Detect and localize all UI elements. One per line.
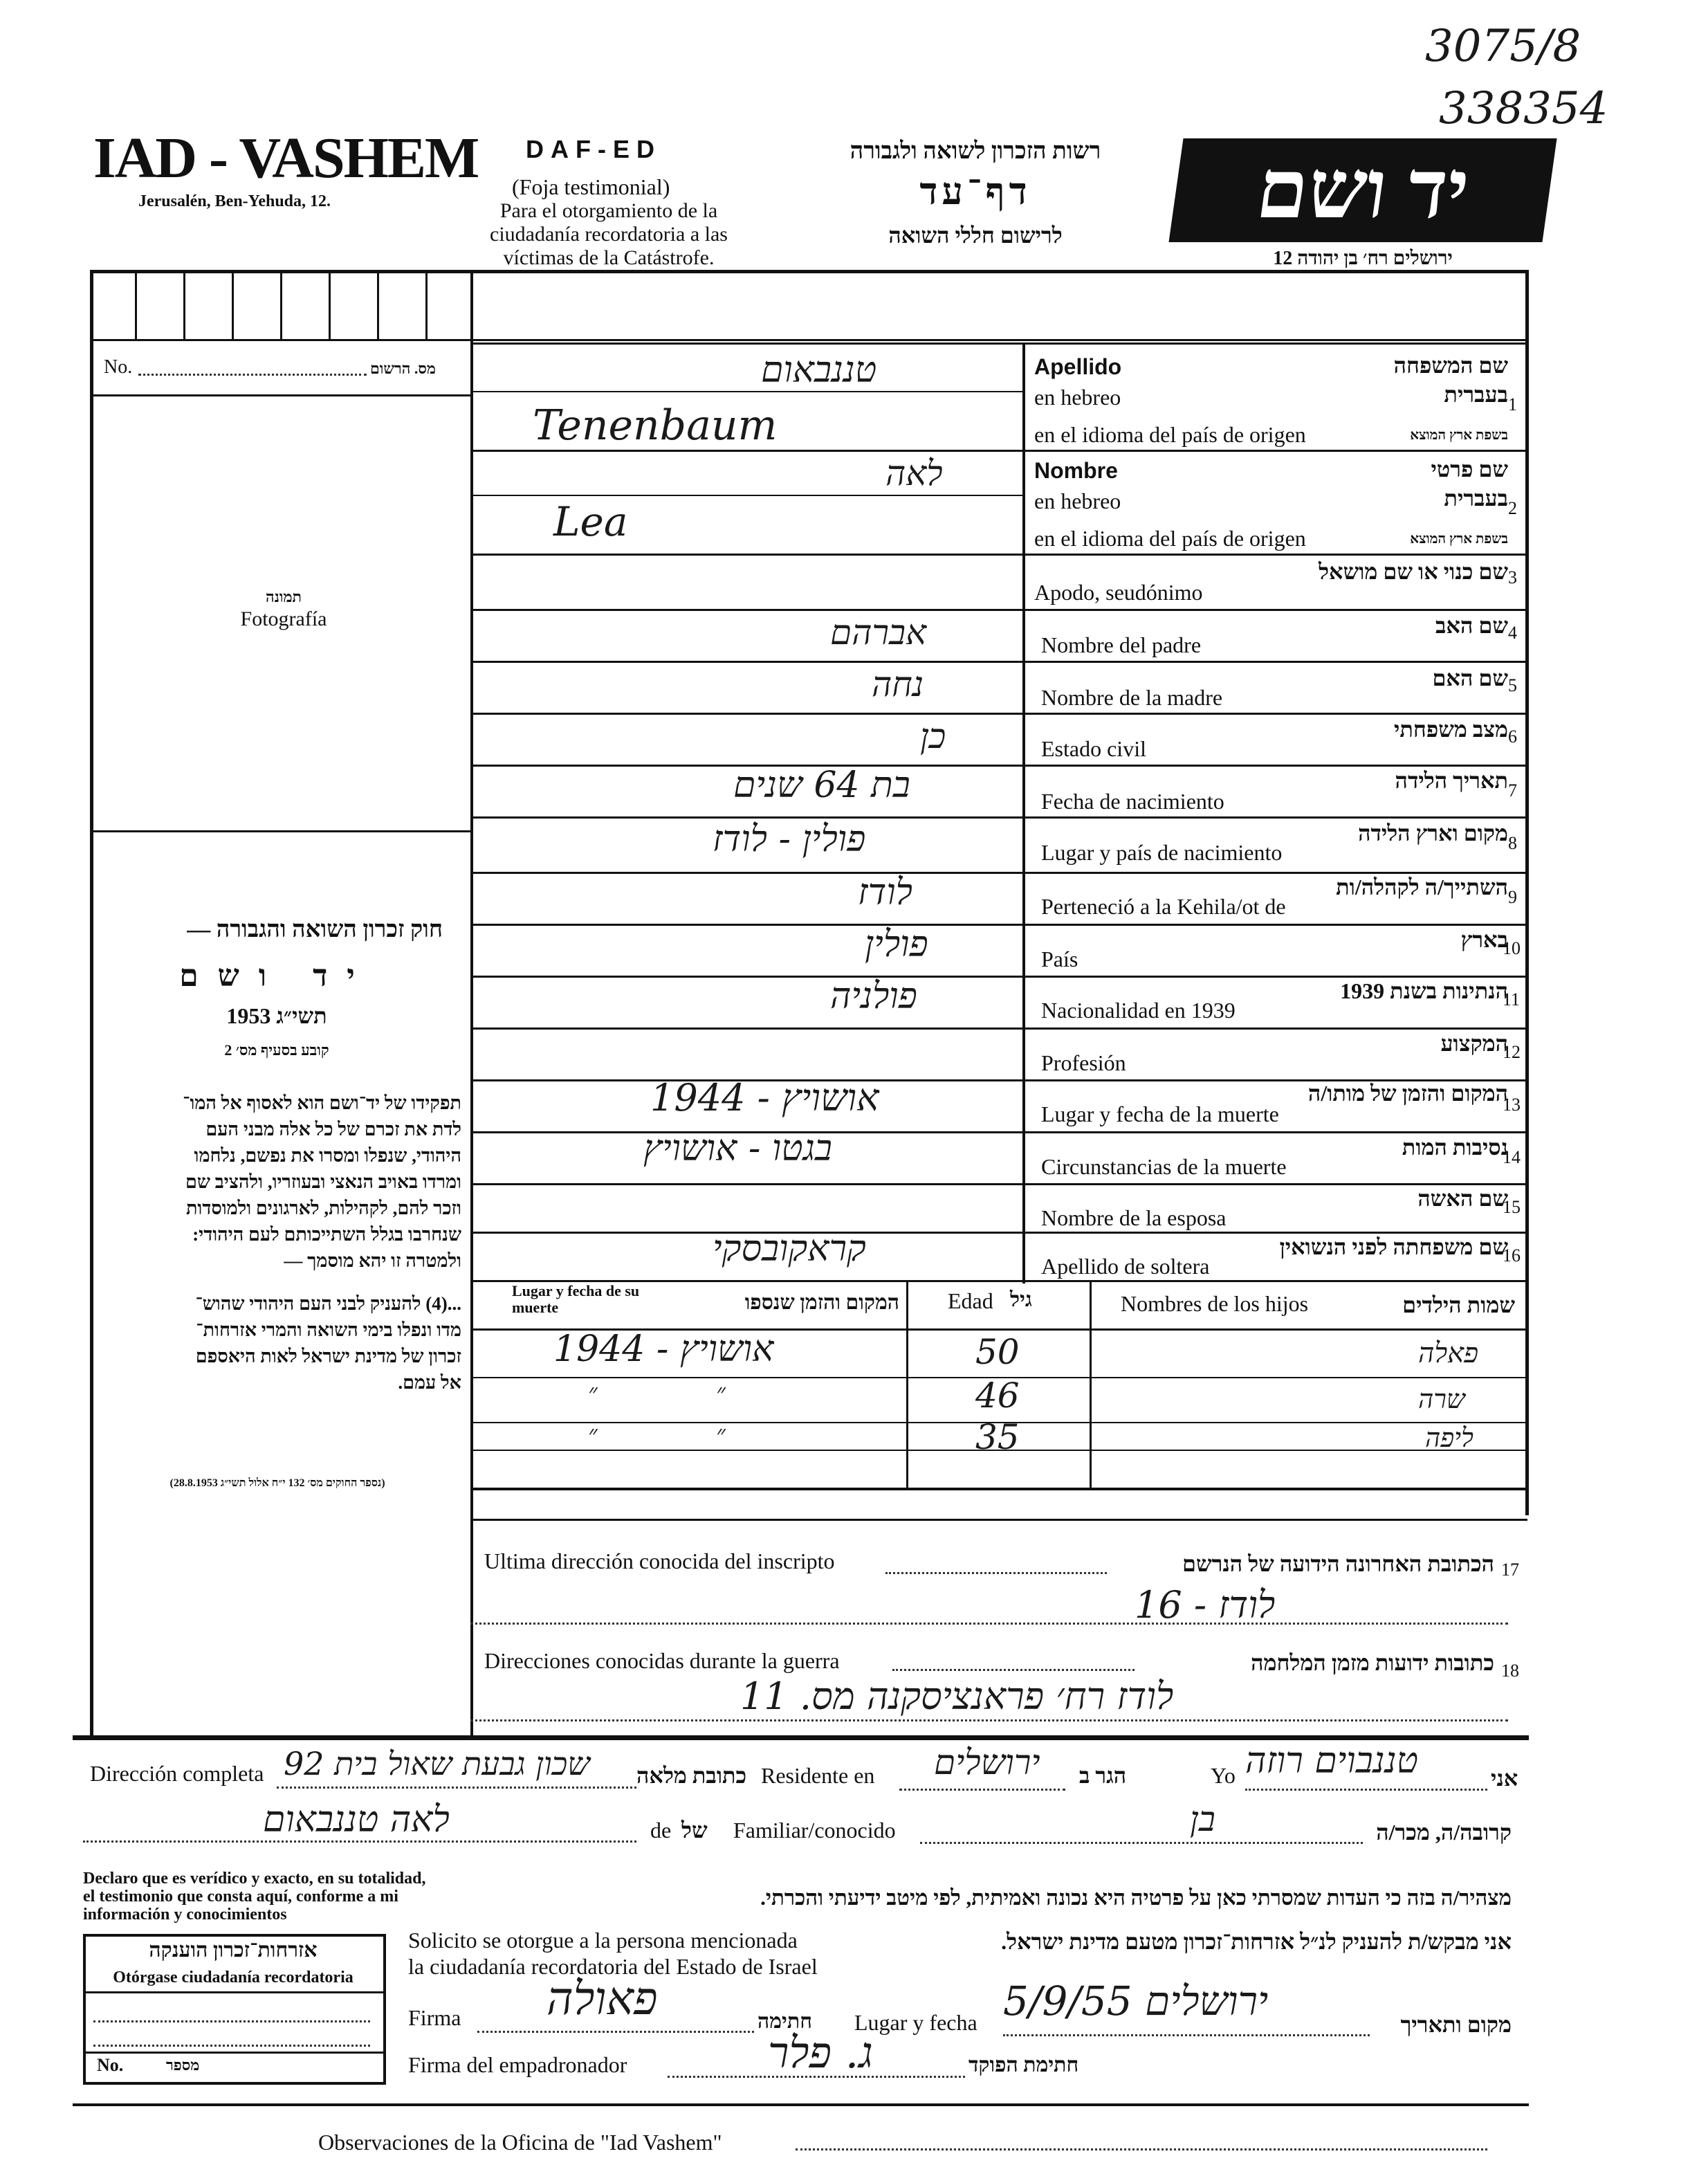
child-2-name[interactable]: שרה xyxy=(1418,1384,1465,1414)
header-center-desc xyxy=(457,199,761,270)
field-2-value-orig[interactable]: Lea xyxy=(553,498,628,545)
field-8-label-he: מקום וארץ הלידה xyxy=(1358,821,1508,846)
child-1-name[interactable]: פאלה xyxy=(1418,1337,1479,1369)
granted-line[interactable] xyxy=(93,2020,370,2022)
relative-name-field[interactable] xyxy=(83,1840,636,1843)
archive-number: 3075/8 xyxy=(1425,21,1581,72)
field-8-value[interactable]: פולין - לודז xyxy=(713,819,866,860)
law-text xyxy=(93,1090,461,1396)
row-sep xyxy=(472,976,1527,978)
field-9-label-he: השתייך/ה לקהלה/ות xyxy=(1336,875,1508,899)
child-3-age[interactable]: 35 xyxy=(975,1417,1020,1457)
resident-value[interactable]: ירושלים xyxy=(934,1742,1040,1782)
firma-label-es: Firma xyxy=(408,2005,461,2030)
full-address-value[interactable]: שכון גבעת שאול בית 92 xyxy=(284,1745,590,1782)
resident-label-he: הגר ב xyxy=(1079,1763,1127,1788)
addresses-divider xyxy=(472,1519,1527,1521)
photo-label-he: תמונה xyxy=(266,588,302,605)
field-4-value[interactable]: אברהם xyxy=(830,612,927,652)
field-6-number: 6 xyxy=(1508,727,1517,747)
field-13-label-he: המקום והזמן של מותו/ה xyxy=(1307,1081,1508,1106)
field-5-number: 5 xyxy=(1508,675,1517,695)
child-3-place[interactable]: ״ ״ xyxy=(588,1421,781,1449)
header-desc-line: víctimas de la Catástrofe. xyxy=(503,246,715,269)
familiar-label-es: Familiar/conocido xyxy=(733,1818,896,1843)
field-12-label-es: Profesión xyxy=(1041,1050,1126,1075)
box-divider xyxy=(425,270,428,339)
children-col-names-he: שמות הילדים xyxy=(1402,1292,1515,1317)
field-7-label-es: Fecha de nacimiento xyxy=(1041,789,1224,814)
children-col-divider xyxy=(1090,1281,1092,1489)
law-name: יד ושם xyxy=(179,959,374,993)
last-address-field-2[interactable] xyxy=(470,1623,1508,1625)
row-sep xyxy=(472,661,1527,663)
submitter-name-value[interactable]: טננבוים רוזה xyxy=(1245,1740,1419,1782)
war-address-label-es: Direcciones conocidas durante la guerra xyxy=(484,1648,840,1673)
row-sep xyxy=(472,554,1527,556)
field-4-label-es: Nombre del padre xyxy=(1041,632,1202,657)
war-address-number: 18 xyxy=(1501,1661,1519,1681)
observations-field[interactable] xyxy=(796,2148,1487,2150)
full-address-label-es: Dirección completa xyxy=(90,1761,264,1786)
label-column-divider xyxy=(1022,342,1025,1284)
field-16-label-he: שם משפחתה לפני הנשואין xyxy=(1279,1234,1508,1259)
field-8-label-es: Lugar y país de nacimiento xyxy=(1041,840,1283,865)
header-desc-line: Para el otorgamiento de la xyxy=(499,199,718,222)
yo-label-es: Yo xyxy=(1211,1763,1236,1788)
place-date-label-es: Lugar y fecha xyxy=(854,2010,977,2035)
left-panel-divider xyxy=(90,394,472,396)
field-2-label-es3: en el idioma del país de origen xyxy=(1034,526,1306,551)
field-16-number: 16 xyxy=(1503,1245,1521,1266)
row-sep xyxy=(472,1027,1527,1030)
children-col-place-es: Lugar y fecha de su muerte xyxy=(512,1282,640,1316)
children-col-divider xyxy=(906,1281,908,1489)
field-2-label-he3: בשפת ארץ המוצא xyxy=(1410,531,1508,547)
last-address-label-he: הכתובת האחרונה הידועה של הנרשם xyxy=(1182,1551,1494,1576)
box-divider xyxy=(183,270,185,339)
header-he-line2: לרישום חללי השואה xyxy=(888,223,1063,248)
field-2-label-he: שם פרטי xyxy=(1431,457,1508,482)
frame-top xyxy=(90,270,1529,273)
box-divider xyxy=(377,270,379,339)
solicit-line: la ciudadanía recordatoria del Estado de Israel xyxy=(408,1954,818,1979)
law-text-line: מדו ונפלו בימי השואה והמרי אזרחות־ xyxy=(196,1319,461,1340)
law-text-line: לדת את זכרם של כל אלה מבני העם xyxy=(205,1119,461,1140)
relation-field[interactable] xyxy=(920,1842,1363,1844)
photo-label-es: Fotografía xyxy=(240,608,327,630)
declaration-top xyxy=(73,1735,1529,1740)
children-col-names-es: Nombres de los hijos xyxy=(1121,1291,1309,1316)
field-5-value[interactable]: נחה xyxy=(872,664,924,704)
field-1-label-he: שם המשפחה xyxy=(1393,353,1508,378)
field-6-label-he: מצב משפחתי xyxy=(1393,717,1508,742)
law-title: חוק זכרון השואה והגבורה — xyxy=(187,917,443,942)
field-2-label-es2: en hebreo xyxy=(1034,488,1121,513)
law-year: 1953 תשי״ג xyxy=(226,1003,327,1028)
registration-no-field[interactable] xyxy=(138,374,367,376)
law-text-line: זכרון של מדינת ישראל לאות היאספם xyxy=(195,1346,461,1367)
field-10-value[interactable]: פולין xyxy=(865,924,928,965)
field-5-label-es: Nombre de la madre xyxy=(1041,685,1223,710)
granted-box-sep xyxy=(83,2052,383,2054)
familiar-label-he: קרובה/ה, מכר/ה xyxy=(1376,1820,1512,1845)
last-address-field[interactable] xyxy=(885,1572,1107,1574)
field-16-value[interactable]: קראקובסקי xyxy=(713,1228,866,1270)
field-15-label-he: שם האשה xyxy=(1417,1186,1508,1211)
law-text-line: ומרדו באויב הנאצי ובעוזריו, ולהציב שם xyxy=(185,1171,461,1192)
frame-inner-divider xyxy=(470,270,473,1737)
field-14-label-he: נסיבות המות xyxy=(1402,1135,1508,1160)
frame-left xyxy=(90,270,93,1737)
de-label-he: של xyxy=(681,1818,708,1843)
declare-text-he: מצהיר/ה בזה כי העדות שמסרתי כאן על פרטיה היא נכונה ואמיתית, לפי מיטב ידיעתי והכרתי. xyxy=(760,1885,1512,1910)
header-center-title: DAF-ED xyxy=(526,135,661,163)
official-label-he: חתימת הפוקד xyxy=(968,2054,1079,2076)
field-11-label-he: הנתינות בשנת 1939 xyxy=(1340,978,1508,1003)
field-10-label-es: País xyxy=(1041,947,1078,971)
child-2-place[interactable]: ״ ״ xyxy=(588,1379,781,1407)
office-observations: Observaciones de la Oficina de "Iad Vashem" xyxy=(318,2130,722,2155)
signature-field[interactable] xyxy=(477,2031,754,2033)
row-sep xyxy=(472,391,1022,392)
law-text-line: תפקידו של יד־ושם הוא לאסוף אל המו־ xyxy=(183,1093,461,1113)
field-13-value[interactable]: אושויץ - 1944 xyxy=(650,1076,879,1120)
header-he-title: דף־עד xyxy=(919,171,1031,212)
law-text-line: וזכר להם, לקהילות, לארגונים ולמוסדות xyxy=(185,1198,461,1218)
field-4-label-he: שם האב xyxy=(1435,613,1508,638)
submitter-name-field[interactable] xyxy=(1245,1789,1487,1791)
row-sep xyxy=(472,1183,1527,1185)
field-10-label-he: בארץ xyxy=(1460,927,1508,952)
header-left-title: IAD - VASHEM xyxy=(93,126,479,190)
children-col-age-es: Edad xyxy=(948,1288,993,1313)
registration-no-label-he: מס. הרשום xyxy=(370,360,436,377)
header-he-line1: רשות הזכרון לשואה ולגבורה xyxy=(850,138,1101,164)
footer-rule xyxy=(73,2103,1529,2106)
field-1-label-es2: en hebreo xyxy=(1034,385,1121,410)
field-8-number: 8 xyxy=(1508,833,1517,853)
field-13-label-es: Lugar y fecha de la muerte xyxy=(1041,1102,1279,1126)
field-2-number: 2 xyxy=(1508,498,1517,518)
header-he-address: ירושלים רח׳ בן יהודה 12 xyxy=(1273,248,1453,269)
field-6-value[interactable]: כן xyxy=(920,716,946,756)
field-12-number: 12 xyxy=(1503,1042,1521,1062)
row-sep xyxy=(472,924,1527,926)
header-center-sub: (Foja testimonial) xyxy=(512,174,670,199)
granted-box-es: Otórgase ciudadanía recordatoria xyxy=(113,1968,353,1986)
war-address-field[interactable] xyxy=(892,1669,1135,1671)
resident-field[interactable] xyxy=(899,1789,1065,1791)
field-1-number: 1 xyxy=(1508,394,1517,414)
field-1-value-he[interactable]: טננבאום xyxy=(761,349,877,391)
row-sep xyxy=(472,450,1527,452)
photo-box-bottom xyxy=(90,830,472,832)
field-11-label-es: Nacionalidad en 1939 xyxy=(1041,998,1236,1023)
field-11-number: 11 xyxy=(1503,989,1521,1010)
row-sep xyxy=(472,1232,1527,1234)
row-sep xyxy=(472,342,1527,345)
field-1-label-he2: בעברית xyxy=(1444,382,1508,407)
field-1-label-es: Apellido xyxy=(1034,354,1122,379)
field-9-number: 9 xyxy=(1508,887,1517,907)
law-text-line: היהודי, שנפלו ומסרו את נפשם, נלחמו xyxy=(194,1145,461,1166)
place-date-label-he: מקום ותאריך xyxy=(1400,2012,1512,2037)
full-address-field[interactable] xyxy=(277,1787,636,1789)
child-3-name[interactable]: ליפה xyxy=(1425,1423,1473,1453)
signature-value[interactable]: פאולה xyxy=(547,1972,658,2025)
granted-no-es: No. xyxy=(97,2055,124,2075)
children-col-place-he: המקום והזמן שנספו xyxy=(744,1291,899,1314)
registration-no-label: No. xyxy=(104,356,133,378)
official-field[interactable] xyxy=(668,2076,965,2078)
field-9-value[interactable]: לודז xyxy=(858,872,912,913)
full-address-label-he: כתובת מלאה xyxy=(636,1763,747,1788)
field-2-label-es: Nombre xyxy=(1034,458,1118,483)
field-3-label-he: שם כנוי או שם מושאל xyxy=(1319,559,1508,584)
granted-box-sep xyxy=(83,1991,383,1993)
war-address-label-he: כתובות ידועות מזמן המלחמה xyxy=(1251,1650,1494,1675)
field-13-number: 13 xyxy=(1503,1095,1521,1115)
solicit-text-he: אני מבקש/ת להעניק לנ״ל אזרחות־זכרון מטעם מדינת ישראל. xyxy=(1001,1929,1512,1954)
relative-name-value[interactable]: לאה טננבאום xyxy=(263,1799,450,1840)
archive-number-2: 338354 xyxy=(1439,83,1608,134)
field-10-number: 10 xyxy=(1503,938,1521,958)
child-1-place[interactable]: אושויץ - 1944 xyxy=(553,1328,774,1370)
war-address-value[interactable]: לודז רח׳ פראנציסקנה מס. 11 xyxy=(740,1674,1174,1718)
field-5-label-he: שם האם xyxy=(1432,666,1508,691)
firma-label-he: חתימה xyxy=(757,2010,812,2033)
granted-no-he: מספר xyxy=(166,2056,200,2074)
field-2-value-he[interactable]: לאה xyxy=(885,453,943,493)
field-6-label-es: Estado civil xyxy=(1041,736,1146,761)
law-text-line: שנחרבו בגלל השתייכותם לעם היהודי: xyxy=(192,1224,461,1245)
declare-line: Declaro que es verídico y exacto, en su totalidad, xyxy=(83,1870,426,1888)
field-3-label-es: Apodo, seudónimo xyxy=(1034,580,1203,605)
field-15-label-es: Nombre de la esposa xyxy=(1041,1205,1227,1230)
field-12-label-he: המקצוע xyxy=(1440,1031,1508,1056)
field-15-number: 15 xyxy=(1503,1197,1521,1217)
children-table-bottom xyxy=(472,1488,1527,1490)
box-divider xyxy=(135,270,137,339)
place-date-field[interactable] xyxy=(1003,2034,1370,2036)
granted-line[interactable] xyxy=(93,2045,370,2047)
children-col-age-he: גיל xyxy=(1010,1288,1032,1311)
row-sep xyxy=(472,713,1527,715)
yo-label-he: אני xyxy=(1491,1766,1518,1791)
field-9-label-es: Perteneció a la Kehila/ot de xyxy=(1041,894,1286,919)
solicit-line: Solicito se otorgue a la persona mencionada xyxy=(408,1928,798,1953)
child-1-age[interactable]: 50 xyxy=(975,1332,1020,1372)
row-sep xyxy=(472,872,1527,874)
resident-label-es: Residente en xyxy=(761,1763,875,1788)
last-address-value[interactable]: לודז - 16 xyxy=(1135,1583,1276,1627)
row-sep xyxy=(472,765,1527,767)
declare-line: información y conocimientos xyxy=(83,1906,287,1924)
field-11-value[interactable]: פולניה xyxy=(830,976,917,1017)
declare-line: el testimonio que consta aquí, conforme a mi xyxy=(83,1888,398,1906)
relation-value[interactable]: בן xyxy=(1190,1799,1215,1839)
law-text-line: ...(4) להעניק לבני העם היהודי שהוש־ xyxy=(195,1293,461,1314)
law-clause: קובע בסעיף מס׳ 2 xyxy=(224,1041,329,1059)
field-1-label-he3: בשפת ארץ המוצא xyxy=(1410,428,1508,443)
yad-vashem-logo: יד ושם xyxy=(1168,138,1557,242)
law-text-line: ולמטרה זו יהא מוסמך — xyxy=(284,1250,461,1271)
child-2-age[interactable]: 46 xyxy=(975,1376,1020,1416)
field-7-number: 7 xyxy=(1508,780,1517,801)
field-14-value[interactable]: בגטו - אושויץ xyxy=(643,1128,832,1169)
header-left-address: Jerusalén, Ben-Yehuda, 12. xyxy=(138,192,331,210)
row-sep xyxy=(472,495,1022,496)
de-label-es: de xyxy=(650,1818,672,1843)
field-7-label-he: תאריך הלידה xyxy=(1395,768,1508,793)
field-1-label-es3: en el idioma del país de origen xyxy=(1034,422,1306,447)
row-sep xyxy=(472,1131,1527,1133)
box-divider xyxy=(232,270,234,339)
declare-text-es xyxy=(83,1870,426,1924)
field-14-label-es: Circunstancias de la muerte xyxy=(1041,1154,1287,1179)
granted-box-he: אזרחות־זכרון הוענקה xyxy=(149,1939,318,1962)
last-address-number: 17 xyxy=(1501,1560,1519,1580)
box-strip-bottom xyxy=(90,339,1529,341)
row-sep xyxy=(472,816,1527,819)
box-divider xyxy=(329,270,331,339)
war-address-field-2[interactable] xyxy=(470,1719,1508,1721)
law-text-line: אל עמם. xyxy=(398,1372,461,1393)
field-3-number: 3 xyxy=(1508,567,1517,587)
field-2-label-he2: בעברית xyxy=(1444,486,1508,511)
field-7-value[interactable]: בת 64 שנים xyxy=(733,765,910,806)
official-label-es: Firma del empadronador xyxy=(408,2052,627,2077)
place-date-value[interactable]: ירושלים 5/9/55 xyxy=(1003,1977,1269,2025)
field-16-label-es: Apellido de soltera xyxy=(1041,1254,1210,1279)
header-desc-line: ciudadanía recordatoria a las xyxy=(490,223,728,246)
field-1-value-orig[interactable]: Tenenbaum xyxy=(533,401,778,450)
field-4-number: 4 xyxy=(1508,623,1517,643)
row-sep xyxy=(472,609,1527,611)
field-14-number: 14 xyxy=(1503,1147,1521,1167)
law-footer: (נספר החוקים מס׳ 132 י״ח אלול תשי״ג 28.8.1953) xyxy=(169,1477,385,1489)
box-divider xyxy=(280,270,282,339)
last-address-label-es: Ultima dirección conocida del inscripto xyxy=(484,1549,835,1573)
official-signature-value[interactable]: ג. פלר xyxy=(768,2027,873,2078)
